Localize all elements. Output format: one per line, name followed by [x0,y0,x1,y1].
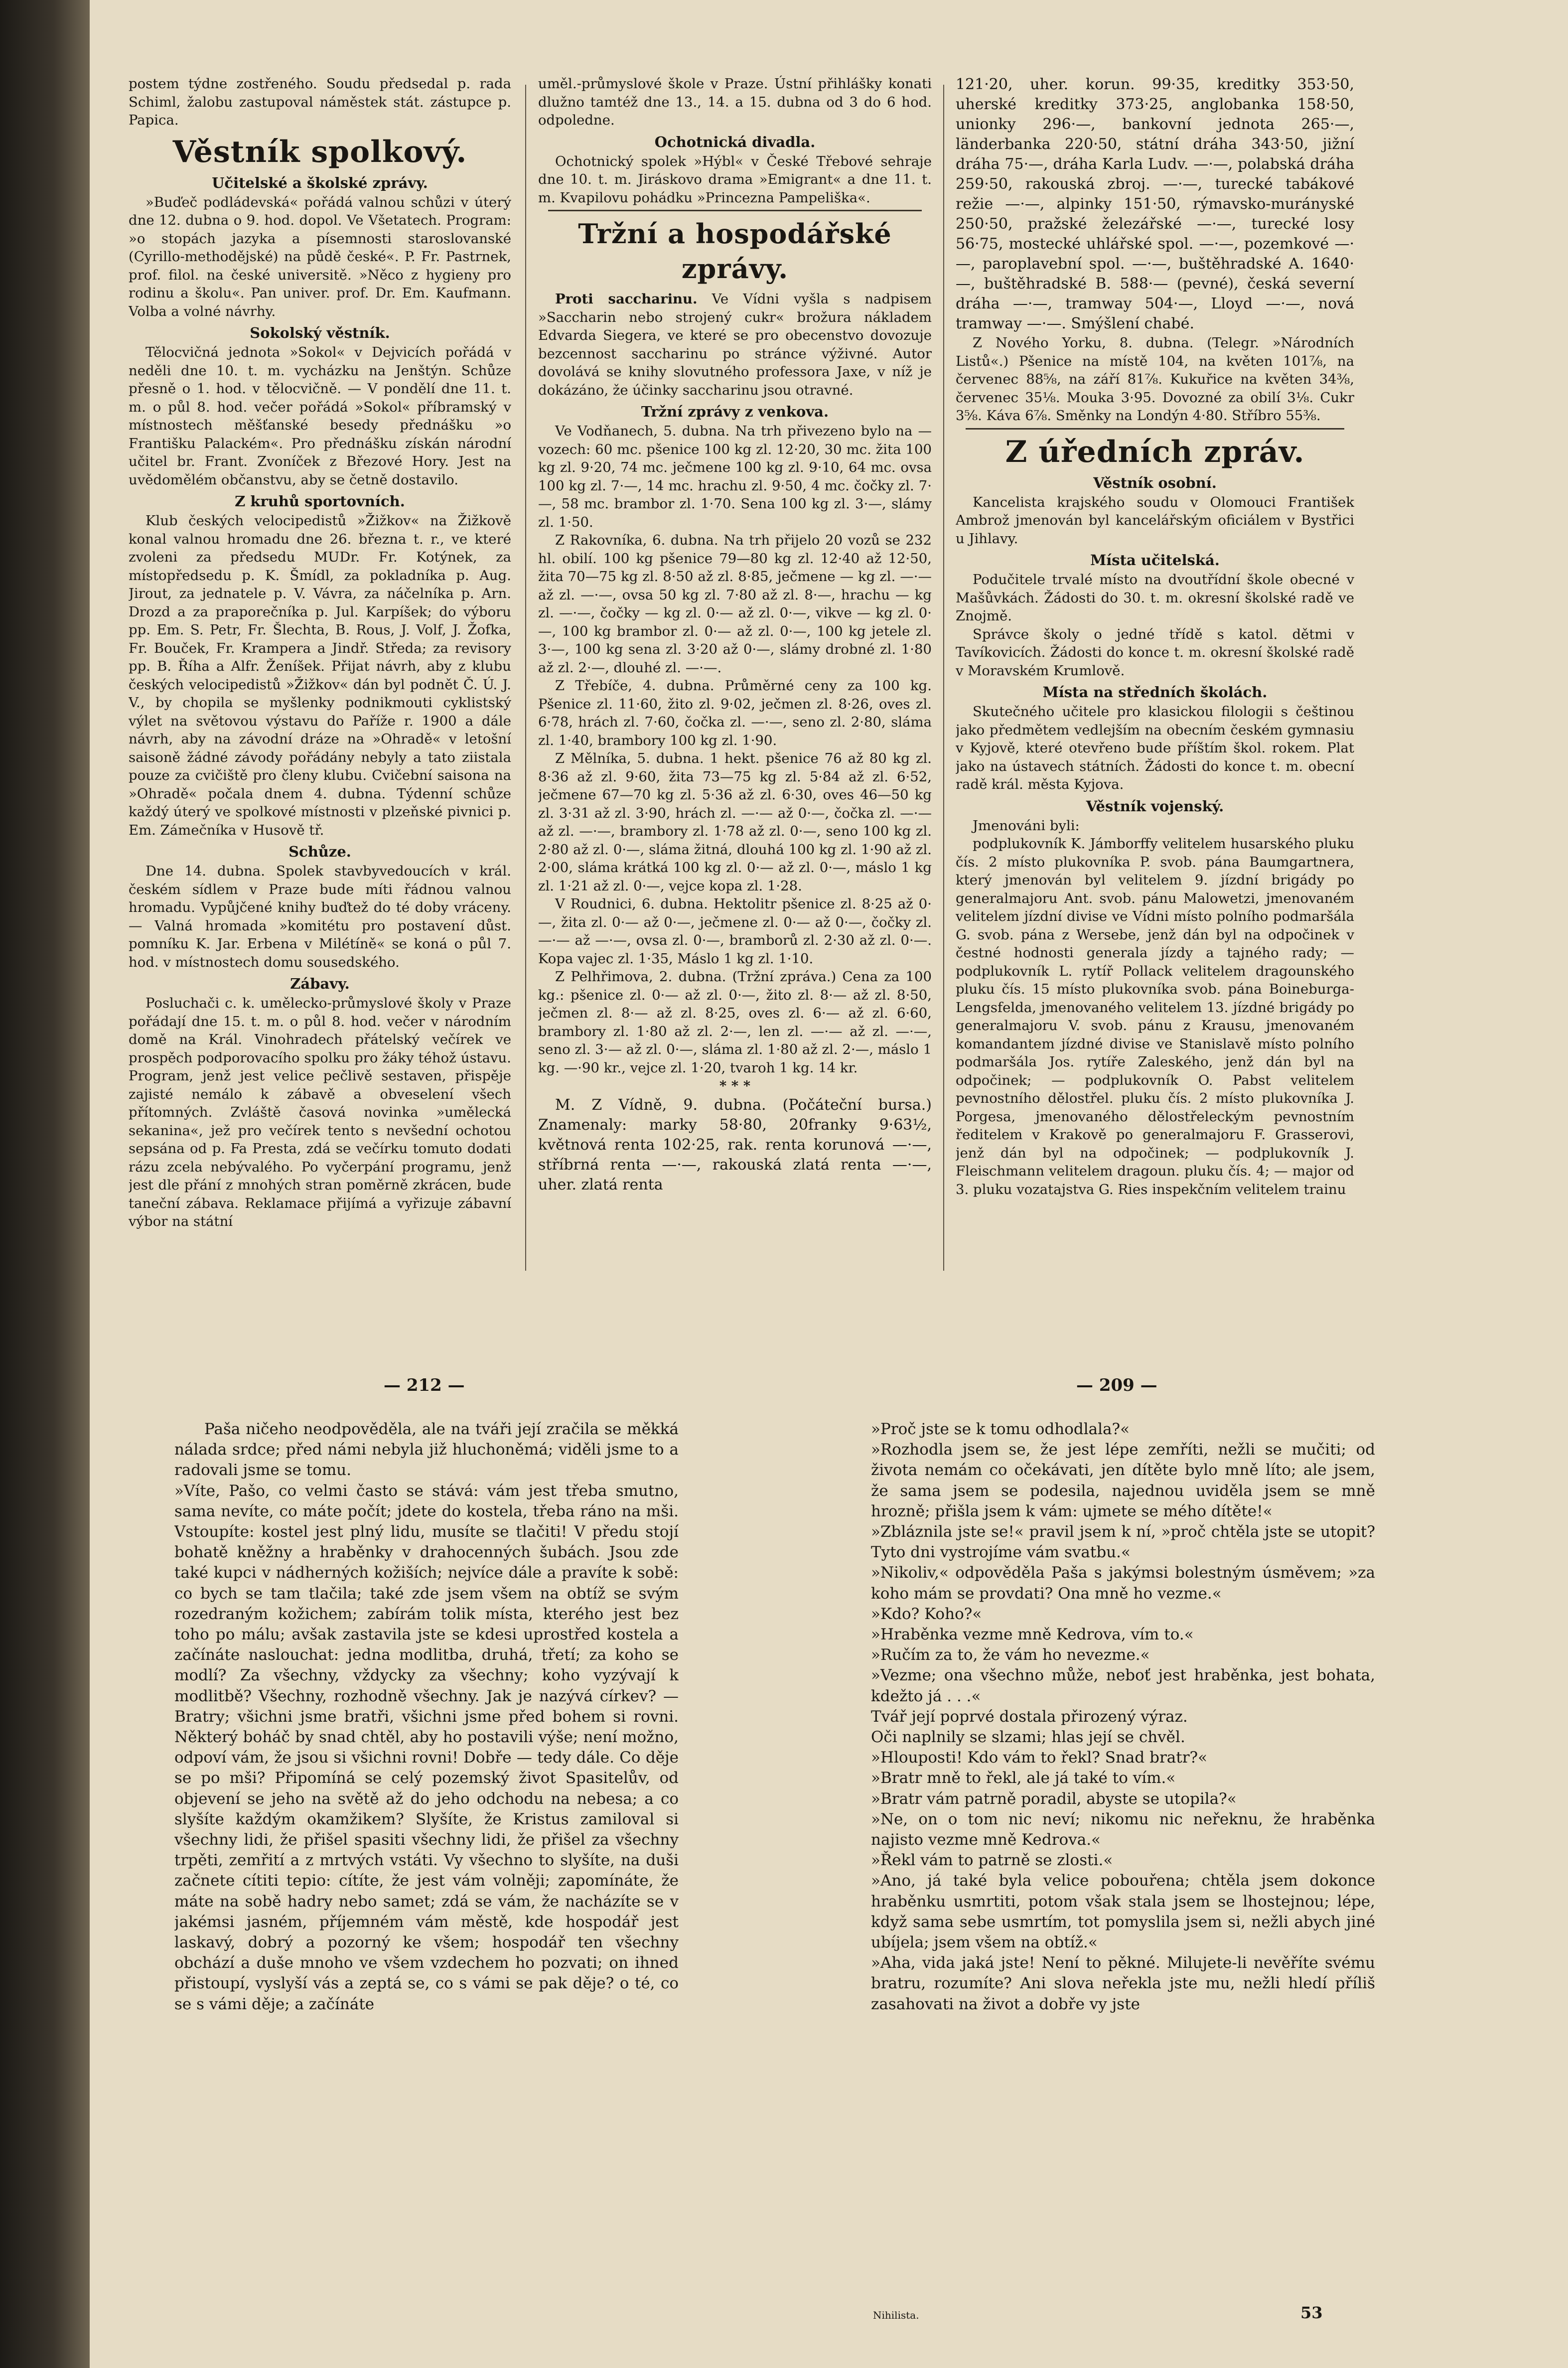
column-divider [525,85,526,1271]
col2-sub2: Proti saccharinu. [555,291,698,307]
footer-page-number: 53 [1300,2303,1323,2322]
col3-sub4: Věstník vojenský. [1086,797,1224,815]
col1-sub5: Zábavy. [290,975,350,992]
col3-p6: Jmenováni byli: [973,817,1080,834]
lower-left-page [174,1419,679,2236]
col3-p1: Z Nového Yorku, 8. dubna. (Telegr. »Národních Listů«.) Pšenice na místě 104, na květen 101⅞, na červenec 88⅝, na září 81⅞. Kukuřice na květen 34⅜, červenec 35⅛. Mouka 3·95. Dovozné za obilí 3⅛. Cukr 3⅝. Káva 6⅞. Směnky na Londýn 4·80. Stříbro 55⅜. [956,335,1354,424]
col2-p2: Ve Vídni vyšla s nadpisem »Saccharin nebo strojený cukr« brožura nákladem Edvarda Siegera, ve které se pro obecenstvo dovozuje bezcennost saccharinu po stránce výživné. Autor dovolává se knihy slovutného professora Jaxe, v níž je dokázáno, že účinky saccharinu jsou otravné. [538,291,932,398]
col1-sub3: Z kruhů sportovních. [235,493,405,510]
col1-heading: Věstník spolkový. [172,134,467,169]
column-1 [129,75,511,1281]
col2-p0: uměl.-průmyslové škole v Praze. Ústní přihlášky konati dlužno tamtéž dne 13., 14. a 15. dubna od 3 do 6 hod. odpoledne. [538,76,932,128]
col2-p6: Z Mělníka, 5. dubna. 1 hekt. pšenice 76 až 80 kg zl. 8·36 až zl. 9·60, žita 73—75 kg zl. 5·84 až zl. 6·52, ječmene 67—70 kg zl. 5·36 až zl. 6·30, oves 46—50 kg zl. 3·31 až zl. 3·90, hrách zl. —·— až 0·—, čočka zl. —·— až zl. —·—, brambory zl. 1·78 až zl. 0·—, seno 100 kg zl. 2·80 až zl. 0·—, sláma žitná, dlouhá 100 kg zl. 1·90 až zl. 2·00, sláma krátká 100 kg zl. 0·— až zl. 0·—, máslo 1 kg zl. 1·21 až zl. 0·—, vejce kopa zl. 1·28. [538,750,932,894]
page-number-right: — 209 — [1076,1375,1157,1395]
col1-p2: Tělocvičná jednota »Sokol« v Dejvicích pořádá v neděli dne 10. t. m. vycházku na Jenštýn. Schůze přesně o 1. hod. v tělocvičně. — V pondělí dne 11. t. m. o půl 8. hod. večer pořádá »Sokol« příbramský v místnostech měšťanské besedy přednášku »o Františku Palackém«. Pro přednášku získán národní učitel br. Frant. Zvoníček z Březové Hory. Jest na uvědomělém občanstvu, aby se četně dostavilo. [129,344,511,488]
col3-sub1: Věstník osobní. [1093,474,1217,491]
col3-p3: Podučitele trvalé místo na dvoutřídní škole obecné v Mašůvkách. Žádosti do 30. t. m. okresní školské radě ve Znojmě. [956,572,1354,624]
lower-right-text: »Proč jste se k tomu odhodlala?« »Rozhodla jsem se, že jest lépe zemříti, nežli se mučiti; od života nemám co očekávati, jen dítěte bylo mně líto; ale jsem, že sama jsem se podesila, najednou uviděla jsem se mně hrozně; přišla jsem k vám: ujmete se mého dítěte!« »Zbláznila jste se!« pravil jsem k ní, »proč chtěla jste se utopit? Tyto dni vystrojíme vám svatbu.« »Nikoliv,« odpověděla Paša s jakýmsi bolestným úsměvem; »za koho mám se provdati? Ona mně ho vezme.« »Kdo? Koho?« »Hraběnka vezme mně Kedrova, vím to.« »Ručím za to, že vám ho nevezme.« »Vezme; ona všechno může, neboť jest hraběnka, jest bohata, kdežto já . . .« Tvář její poprvé dostala přirozený výraz. Oči naplnily se slzami; hlas její se chvěl. »Hlouposti! Kdo vám to řekl? Snad bratr?« »Bratr mně to řekl, ale já také to vím.« »Bratr vám patrně poradil, abyste se utopila?« »Ne, on o tom nic neví; nikomu nic neřeknu, že hraběnka najisto vezme mně Kedrova.« »Řekl vám to patrně se zlosti.« »Ano, já také byla velice pobouřena; chtěla jsem dokonce hraběnku usmrtiti, potom však stala jsem se lhostejnou; lépe, když sama sebe usmrtím, tot pomyslila jsem si, nežli abych jiné ubíjela; jsem všem na obtíž.« »Aha, vida jaká jste! Není to pěkné. Milujete-li nevěříte svému bratru, rozumíte? Ani slova neřekla jste mu, nežli hledí příliš zasahovati na život a dobře vy jste [871,1420,1375,2013]
col2-stars: * * * [719,1078,751,1094]
col2-p4: Z Rakovníka, 6. dubna. Na trh přijelo 20 vozů se 232 hl. obilí. 100 kg pšenice 79—80 kg zl. 12·40 až 12·50, žita 70—75 kg zl. 8·50 až zl. 8·85, ječmene — kg zl. —·— až zl. —·—, ovsa 50 kg zl. 7·80 až zl. 8·—, hrachu — kg zl. —·—, čočky — kg zl. 0·— až zl. 0·—, vikve — kg zl. 0·—, 100 kg brambor zl. 0·— až zl. 0·—, 100 kg jetele zl. 3·—, 100 kg sena zl. 3·20 až 0·—, slámy drobné zl. 1·80 až zl. 2·—, dlouhé zl. —·—. [538,532,932,676]
col1-p3: Klub českých velocipedistů »Žižkov« na Žižkově konal valnou hromadu dne 26. března t. r., ve které zvoleni za předsedu MUDr. Fr. Kotýnek, za místopředsedu p. K. Šmídl, za pokladníka p. Aug. Jirout, za jednatele p. V. Vávra, za náčelníka p. Arn. Drozd a za praporečníka p. Jul. Karpíšek; do výboru pp. Em. S. Petr, Fr. Šlechta, B. Rous, J. Volf, J. Žofka, Fr. Bouček, Fr. Krampera a Jindř. Středa; za revisory pp. B. Říha a Alfr. Ženíšek. Přijat návrh, aby z klubu českých velocipedistů »Žižkov« dán byl podnět Č. Ú. J. V., by chopila se myšlenky podnikmouti cyklistský výlet na světovou výstavu do Paříže r. 1900 a dále návrh, aby na závodní dráze na »Ohradě« v letošní saisoně žádné závody pořádány nebyly a tato ziistala pouze za cvičiště pro členy klubu. Cvičební saisona na »Ohradě« počala dnem 4. dubna. Týdenní schůze každý úterý ve spolkové místnosti v plzeňské pivnici p. Em. Zámečníka v Husově tř. [129,513,511,838]
col2-sub1: Ochotnická divadla. [654,133,816,150]
col1-intro: postem týdne zostřeného. Soudu předsedal p. rada Schiml, žalobu zastupoval náměstek stát. zástupce p. Papica. [129,76,511,128]
col1-sub2: Sokolský věstník. [250,324,390,341]
col2-p9: M. Z Vídně, 9. dubna. (Počáteční bursa.) Znamenaly: marky 58·80, 20franky 9·63½, květnová renta 102·25, rak. renta korunová —·—, stříbrná renta —·—, rakouská zlatá renta —·—, uher. zlatá renta [538,1096,932,1193]
footer-note: Nihilista. [873,2309,919,2321]
section-rule [966,428,1344,430]
book-spine [0,0,90,2368]
column-divider [943,85,944,1271]
lower-left-text: Paša ničeho neodpověděla, ale na tváři její zračila se měkká nálada srdce; před námi nebyla již hluchoněmá; viděli jsme to a radovali jsme se tomu. »Víte, Pašo, co velmi často se stává: vám jest třeba smutno, sama nevíte, co máte počít; jdete do kostela, třeba ráno na mši. Vstoupíte: kostel jest plný lidu, musíte se tlačiti! V předu stojí bohatě kněžny a hraběnky v drahocenných šubách. Jsou zde také kupci v nádherných kožiších; nejvíce dále a pravíte k sobě: co bych se tam tlačila; také zde jsem všem na obtíž se svým rozedraným kožichem; zabírám tolik místa, kterého jest bez toho po málu; avšak zastavila jste se kdesi uprostřed kostela a začínáte naslouchat: jedna modlitba, druhá, třetí; za koho se modlí? Za všechny, vždycky za všechny; koho vyzývají k modlitbě? Všechny, rozhodně všechny. Jak je nazývá církev? — Bratry; všichni jsme bratři, všichni jsme před bohem si rovni. Některý boháč by snad chtěl, aby ho postavili výše; není možno, odpoví vám, že jsou si všichni rovni! Dobře — tedy dále. Co děje se po mši? Připomíná se celý pozemský život Spasitelův, od objevení se jeho na světě až do jeho odchodu na nebesa; a co slyšíte každým okamžikem? Slyšíte, že Kristus zamiloval si všechny lidi, že přišel spasiti všechny lidi, že přišel za všechny trpěti, zemřití a z mrtvých vstáti. Vy všechno to slyšíte, na duši začnete cítiti tepio: cítíte, že jest vám volněji; zapomínáte, že máte na sobě hadry nebo samet; zdá se vám, že nacházíte se v jakémsi jasném, příjemném vám městě, kde hospodář jest laskavý, dobrý a pozorný ke všem; hospodář ten všechny obchází a duše mnoho ve všem vzdechem ho pozvati; on ihned přistoupí, vyslyší vás a zeptá se, co s vámi se pak děje? o té, co se s vámi děje; a začínáte [174,1420,679,2013]
col2-p8: Z Pelhřimova, 2. dubna. (Tržní zpráva.) Cena za 100 kg.: pšenice zl. 0·— až zl. 0·—, žito zl. 8·— až zl. 8·50, ječmen zl. 8·— až zl. 8·25, oves zl. 6·— až zl. 6·60, brambory zl. 1·80 až zl. 2·—, len zl. —·— až zl. —·—, seno zl. 3·— až zl. 0·—, sláma zl. 1·80 až zl. 2·—, máslo 1 kg. —·90 kr., vejce zl. 1·20, tvaroh 1 kg. 14 kr. [538,969,932,1076]
col3-p2: Kancelista krajského soudu v Olomouci František Ambrož jmenován byl kancelářským oficiálem v Bystřici u Jihlavy. [956,494,1354,547]
col1-sub4: Schůze. [288,843,351,860]
col3-p7: podplukovník K. Jámborffy velitelem husarského pluku čís. 2 místo plukovníka P. svob. pána Baumgartnera, který jmenován byl velitelem 9. jízdní brigády po generalmajoru Ant. svob. pánu Malowetzi, jmenovaném velitelem jízdní divise ve Vídni místo polního podmaršála G. svob. pána z Wersebe, jenž dán byl na odpočinek v čestné hodnosti generala jízdy a tajného rady; — podplukovník L. rytíř Pollack velitelem dragounského pluku čís. 15 místo plukovníka svob. pána Boineburga-Lengsfelda, jmenovaného velitelem 13. jízdné brigády po generalmajoru V. svob. pánu z Krausu, jmenovaném komandantem jízdné divise ve Stanislavě místo polního podmaršála Jos. rytíře Zaleského, jenž dán byl na odpočinek; — podplukovník O. Pabst velitelem pevnostního dělostřel. pluku čís. 2 místo plukovníka J. Porgesa, jmenovaného dělostřeleckým pevnostním ředitelem v Krakově po generalmajoru F. Grasserovi, jenž dán byl na odpočinek; — podplukovník J. Fleischmann velitelem dragoun. pluku čís. 4; — major od 3. pluku vozatajstva G. Ries inspekčním velitelem trainu [956,836,1354,1197]
col3-p5: Skutečného učitele pro klasickou filologii s češtinou jako předmětem vedlejším na obecním českém gymnasiu v Kyjově, které otevřeno bude příštím škol. rokem. Plat jako na ústavech státních. Žádosti do konce t. m. obecní radě král. města Kyjova. [956,704,1354,792]
col2-p7: V Roudnici, 6. dubna. Hektolitr pšenice zl. 8·25 až 0·—, žita zl. 0·— až 0·—, ječmene zl. 0·— až 0·—, čočky zl. —·— až —·—, ovsa zl. 0·—, bramborů zl. 2·30 až zl. 0·—. Kopa vajec zl. 1·35, Máslo 1 kg zl. 1·10. [538,896,932,967]
col3-sub2: Místa učitelská. [1090,552,1220,569]
section-rule [548,210,922,211]
page-number-left: — 212 — [384,1375,465,1395]
lower-right-page [871,1419,1375,2236]
col3-p4: Správce školy o jedné třídě s katol. dětmi v Tavíkovicích. Žádosti do konce t. m. okresní školské radě v Moravském Krumlově. [956,626,1354,679]
col1-p5: Posluchači c. k. umělecko-průmyslové školy v Praze pořádají dne 15. t. m. o půl 8. hod. večer v národním domě na Král. Vinohradech přátelský večírek ve prospěch podporovacího spolku pro žáky téhož ústavu. Program, jenž jest velice pečlivě sestaven, přispěje zajisté nemálo k zábavě a obveselení všech přítomných. Zvláště časová novinka »umělecká sekanina«, jež pro večírek tento s nevšední ochotou sepsána od p. Fa Presta, zdá se večírku tomuto dodati rázu zcela nebývalého. Po vyčerpání programu, jenž jest dle přání z mnohých stran poměrně zkrácen, bude taneční zábava. Reklamace přijímá a vyřizuje zábavní výbor na státní [129,995,511,1229]
col2-p1: Ochotnický spolek »Hýbl« v České Třebové sehraje dne 10. t. m. Jiráskovo drama »Emigrant« a dne 11. t. m. Kvapilovu pohádku »Princezna Pampeliška«. [538,153,932,206]
col1-sub1: Učitelské a školské zprávy. [212,174,428,191]
col2-heading: Tržní a hospodářské zprávy. [578,218,892,285]
col3-p0: 121·20, uher. korun. 99·35, kreditky 353·50, uherské kreditky 373·25, anglobanka 158·50, unionky 296·—, bankovní jednota 265·—, länderbanka 220·50, státní dráha 343·50, jižní dráha 75·—, dráha Karla Ludv. —·—, polabská dráha 259·50, rakouská zbroj. —·—, turecké tabákové režie —·—, alpinky 151·50, rýmavsko-murányské 250·50, pražské železářské —·—, turecké losy 56·75, mostecké uhlářské spol. —·—, pozemkové —·—, paroplavební spol. —·—, buštěhradské A. 1640·—, buštěhradské B. 588·— (pevné), česká severní dráha —·—, tramway 504·—, Lloyd —·—, nová tramway —·—. Smýšlení chabé. [956,76,1354,332]
col2-p3: Ve Vodňanech, 5. dubna. Na trh přivezeno bylo na — vozech: 60 mc. pšenice 100 kg zl. 12·20, 30 mc. žita 100 kg zl. 9·20, 74 mc. ječmene 100 kg zl. 9·10, 64 mc. ovsa 100 kg zl. 7·—, 14 mc. hrachu zl. 9·50, 4 mc. čočky zl. 7·—, 58 mc. brambor zl. 1·70. Sena 100 kg zl. 3·—, slámy zl. 1·50. [538,423,932,530]
col2-p5: Z Třebíče, 4. dubna. Průměrné ceny za 100 kg. Pšenice zl. 11·60, žito zl. 9·02, ječmen zl. 8·26, oves zl. 6·78, hrách zl. 7·60, čočka zl. —·—, seno zl. 2·80, sláma zl. 1·40, brambory 100 kg zl. 1·90. [538,678,932,748]
col2-sub3: Tržní zprávy z venkova. [641,403,829,420]
col1-p1: »Buďeč podládevská« pořádá valnou schůzi v úterý dne 12. dubna o 9. hod. dopol. Ve Všetatech. Program: »o stopách jazyka a písemnosti staroslovanské (Cyrillo-methodějské) na půdě české«. P. Fr. Pastrnek, prof. filol. na české universitě. »Něco z hygieny pro rodinu a školu«. Pan univer. prof. Dr. Em. Kaufmann. Volba a volné návrhy. [129,194,511,319]
col3-heading: Z úředních zpráv. [1005,434,1305,469]
column-3 [956,75,1354,1281]
col3-sub3: Místa na středních školách. [1042,684,1268,701]
column-2 [538,75,932,1281]
col1-p4: Dne 14. dubna. Spolek stavbyvedoucích v král. českém sídlem v Praze bude míti řádnou valnou hromadu. Vypůjčené knihy buďtež do té doby vráceny. — Valná hromada »komitétu pro postavení důst. pomníku K. Jar. Erbena v Milétíně« se koná o půl 7. hod. v místnostech domu sousedského. [129,863,511,970]
